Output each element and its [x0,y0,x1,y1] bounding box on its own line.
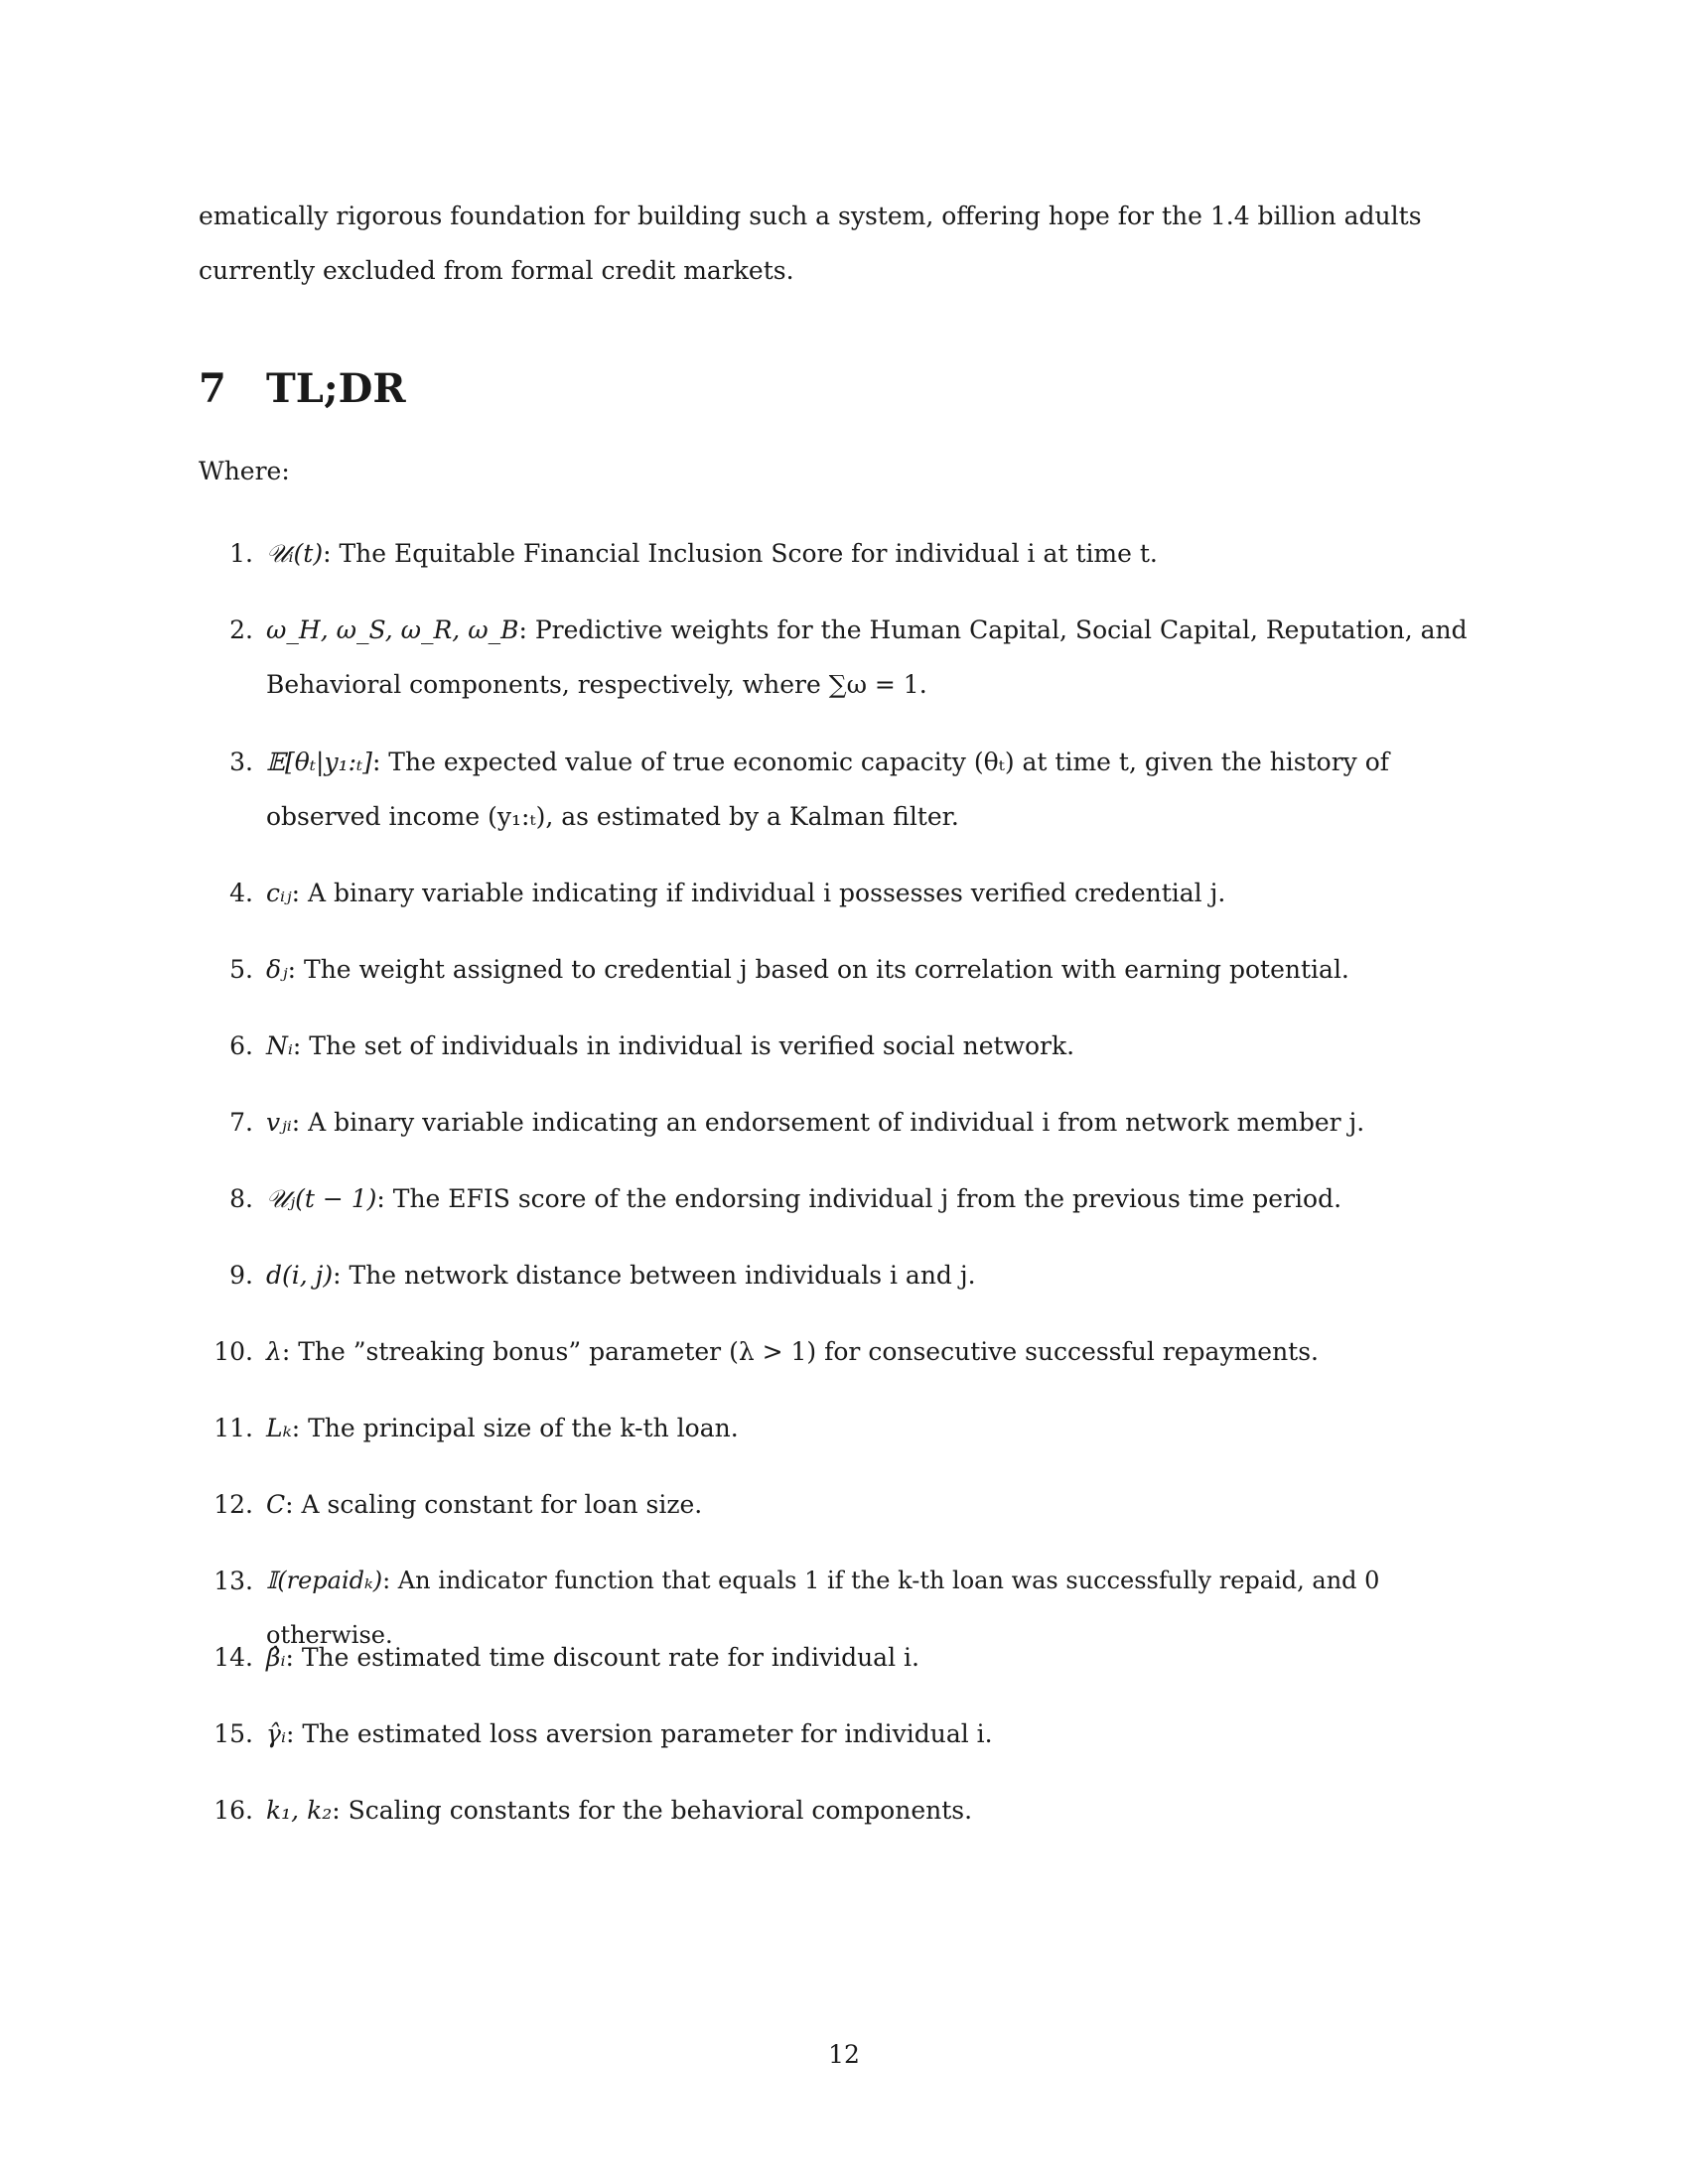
page-number: 12 [828,2040,860,2069]
item-symbol: Lₖ [266,1414,292,1442]
definition-item [199,942,1489,997]
item-text: : Predictive weights for the Human Capital, Social Capital, Reputation, and Behavioral components, respectively, where ∑ω = 1. [266,615,1468,699]
item-symbol: 𝔼[θₜ|y₁:ₜ] [266,748,372,776]
definition-item [199,1401,1489,1455]
item-number: 15. [213,1719,253,1748]
definition-item [199,1019,1489,1073]
definition-item [199,603,1489,712]
item-symbol: 𝒰ᵢ(t) [266,539,324,568]
item-text: : A binary variable indicating an endorsement of individual i from network member j. [291,1108,1365,1137]
item-text: : The principal size of the k-th loan. [291,1414,739,1442]
item-number: 6. [229,1031,253,1060]
item-number: 16. [213,1796,253,1825]
definition-item [199,1630,1489,1685]
item-text: : The ”streaking bonus” parameter (λ > 1) for consecutive successful repayments. [281,1337,1319,1366]
item-text: : The set of individuals in individual is verified social network. [292,1031,1075,1060]
item-text: : The network distance between individuals i and j. [333,1261,976,1290]
item-symbol: ω_H, ω_S, ω_R, ω_B [266,615,519,644]
item-symbol: Nᵢ [266,1031,293,1060]
item-symbol: 𝒰ⱼ(t − 1) [266,1184,377,1213]
item-text: : The Equitable Financial Inclusion Score for individual i at time t. [323,539,1158,568]
item-symbol: k₁, k₂ [266,1796,333,1825]
definition-item [199,526,1489,581]
item-text: : The EFIS score of the endorsing individual j from the previous time period. [376,1184,1342,1213]
item-number: 12. [213,1490,253,1519]
item-text: : The estimated time discount rate for individual i. [285,1643,919,1672]
item-number: 11. [213,1414,253,1442]
intro-paragraph: ematically rigorous foundation for building such a system, offering hope for the 1.4 billion adults currently excluded from formal credit markets. [199,202,1422,285]
definition-item [199,1095,1489,1150]
item-symbol: δⱼ [266,955,288,984]
item-symbol: C [266,1490,286,1519]
item-text: : A scaling constant for loan size. [285,1490,703,1519]
where-label: Where: [199,457,290,485]
item-symbol: vⱼᵢ [266,1108,292,1137]
item-symbol: γ̂ᵢ [266,1719,286,1748]
item-number: 7. [229,1108,253,1137]
item-number: 1. [229,539,253,568]
section-number: 7 [199,365,226,412]
item-text: : The expected value of true economic capacity (θₜ) at time t, given the history of observed income (y₁:ₜ), as estimated by a Kalman filter. [266,748,1390,831]
section-heading [199,359,406,419]
definition-item [199,866,1489,920]
item-number: 2. [229,615,253,644]
definition-item [199,735,1489,844]
definition-item [199,1783,1489,1838]
item-symbol: d(i, j) [266,1261,334,1290]
item-number: 5. [229,955,253,984]
definition-item [199,1248,1489,1302]
item-text: : An indicator function that equals 1 if the k-th loan was successfully repaid, and 0 otherwise. [266,1567,1380,1649]
item-number: 14. [213,1643,253,1672]
definition-item [199,1477,1489,1532]
item-number: 4. [229,879,253,907]
item-text: : The estimated loss aversion parameter for individual i. [285,1719,993,1748]
item-symbol: cᵢⱼ [266,879,292,907]
item-text: : Scaling constants for the behavioral components. [332,1796,973,1825]
item-text: : A binary variable indicating if individual i possesses verified credential j. [291,879,1226,907]
item-number: 3. [229,748,253,776]
item-number: 9. [229,1261,253,1290]
item-number: 8. [229,1184,253,1213]
definition-item [199,1706,1489,1761]
definition-item [199,1171,1489,1226]
item-symbol: β̂ᵢ [266,1643,286,1672]
item-symbol: λ [266,1337,282,1366]
item-number: 13. [213,1567,253,1595]
definition-item [199,1324,1489,1379]
item-symbol: 𝕀(repaidₖ) [266,1567,383,1594]
section-title: TL;DR [266,365,406,412]
item-number: 10. [213,1337,253,1366]
item-text: : The weight assigned to credential j based on its correlation with earning potential. [287,955,1349,984]
